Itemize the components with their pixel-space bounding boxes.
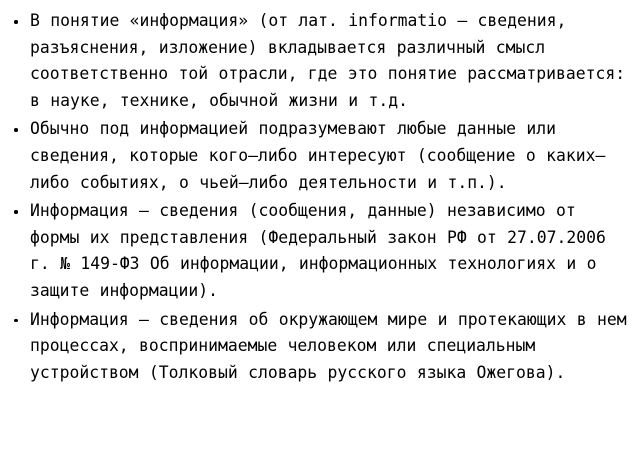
list-item <box>8 198 630 304</box>
list-item <box>8 116 630 196</box>
bullet-text: Информация – сведения (сообщения, данные) независимо от формы их представления (Федеральный закон РФ от 27.07.2006 г. № 149-ФЗ Об информации, информационных технологиях и о защите информации). <box>30 201 606 300</box>
list-item <box>8 8 630 114</box>
bullet-text: Информация – сведения об окружающем мире и протекающих в нем процессах, воспринимаемые человеком или специальным устройством (Толковый словарь русского языка Ожегова). <box>30 309 627 382</box>
bullet-text: В понятие «информация» (от лат. informatio – сведения, разъяснения, изложение) вкладывается различный смысл соответственно той отрасли, где это понятие рассматривается: в науке, технике, обычной жизни и т.д. <box>30 11 626 110</box>
list-item <box>8 307 630 387</box>
bullet-list <box>8 8 630 388</box>
bullet-text: Обычно под информацией подразумевают любые данные или сведения, которые кого–либо интересуют (сообщение о каких–либо событиях, о чьей–либо деятельности и т.п.). <box>30 119 606 192</box>
